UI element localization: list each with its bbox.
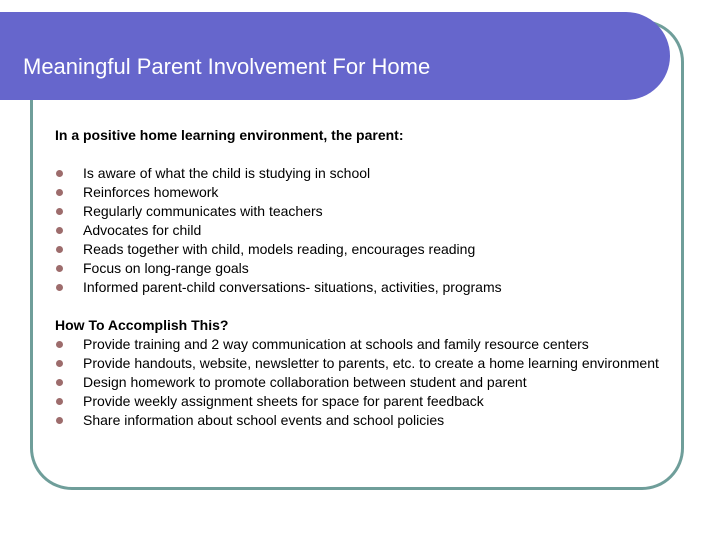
spacer	[55, 297, 695, 316]
section2-heading: How To Accomplish This?	[55, 317, 229, 333]
list-item-text: Advocates for child	[83, 222, 202, 238]
bullet-icon	[56, 360, 63, 367]
list-item	[55, 202, 695, 221]
list-item-text: Provide training and 2 way communication at schools and family resource centers	[83, 336, 589, 352]
bullet-icon	[56, 227, 63, 234]
list-item-text: Is aware of what the child is studying in school	[83, 165, 371, 181]
list-item-text: Design homework to promote collaboration between student and parent	[83, 374, 527, 390]
list-item-text: Regularly communicates with teachers	[83, 203, 323, 219]
list-item	[55, 221, 695, 240]
list-item-text: Reinforces homework	[83, 184, 219, 200]
list-item	[55, 392, 695, 411]
list-item	[55, 278, 695, 297]
list-item-text: Focus on long-range goals	[83, 260, 249, 276]
list-item-text: Provide weekly assignment sheets for space for parent feedback	[83, 393, 484, 409]
slide-title: Meaningful Parent Involvement For Home	[23, 54, 431, 79]
bullet-icon	[56, 417, 63, 424]
section2-list	[55, 335, 695, 430]
bullet-icon	[56, 284, 63, 291]
list-item	[55, 183, 695, 202]
bullet-icon	[56, 208, 63, 215]
slide-content	[55, 126, 695, 430]
list-item	[55, 411, 695, 430]
spacer	[55, 145, 695, 164]
bullet-icon	[56, 189, 63, 196]
bullet-icon	[56, 170, 63, 177]
list-item	[55, 354, 695, 373]
bullet-icon	[56, 398, 63, 405]
bullet-icon	[56, 379, 63, 386]
bullet-icon	[56, 341, 63, 348]
list-item	[55, 335, 695, 354]
section1-list	[55, 164, 695, 297]
list-item	[55, 373, 695, 392]
list-item-text: Provide handouts, website, newsletter to parents, etc. to create a home learning environment	[83, 355, 659, 371]
list-item-text: Share information about school events and school policies	[83, 412, 445, 428]
title-underline	[33, 106, 636, 108]
title-bar	[0, 12, 670, 100]
bullet-icon	[56, 246, 63, 253]
list-item	[55, 240, 695, 259]
section1-heading: In a positive home learning environment, the parent:	[55, 127, 404, 143]
list-item-text: Reads together with child, models reading, encourages reading	[83, 241, 476, 257]
list-item-text: Informed parent-child conversations- situations, activities, programs	[83, 279, 502, 295]
list-item	[55, 164, 695, 183]
list-item	[55, 259, 695, 278]
bullet-icon	[56, 265, 63, 272]
